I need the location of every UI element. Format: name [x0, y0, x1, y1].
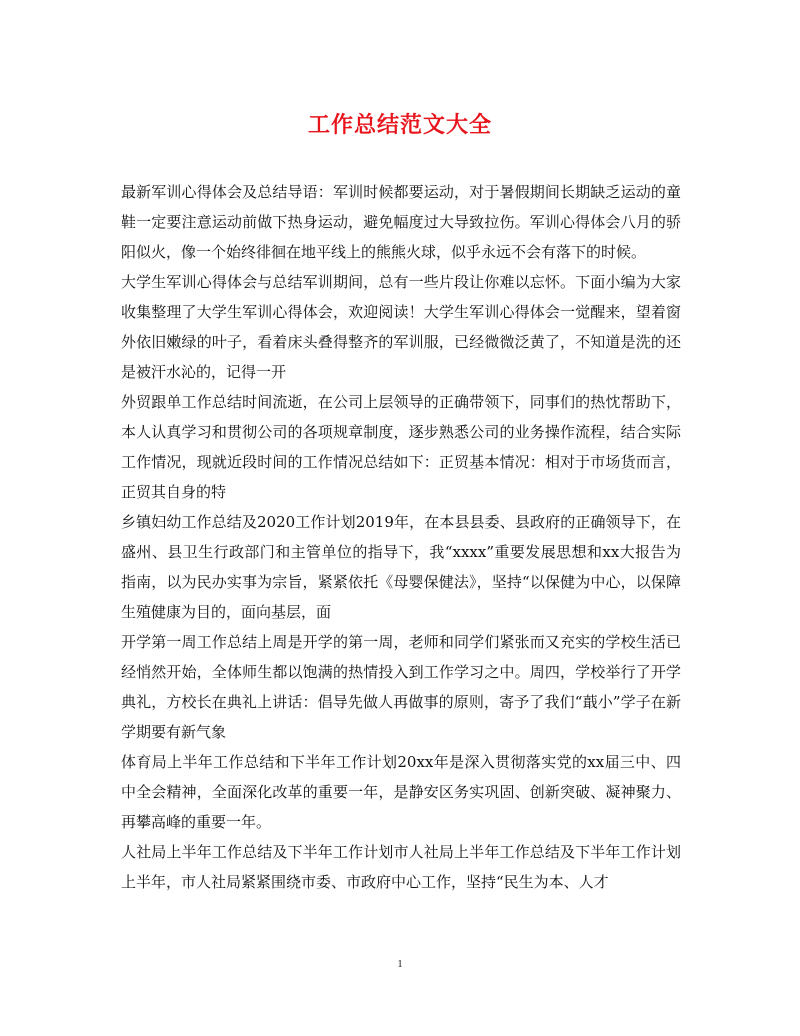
paragraph-military-training: 最新军训心得体会及总结导语：军训时候都要运动，对于暑假期间长期缺乏运动的童鞋一定要注意运动前做下热身运动，避免幅度过大导致拉伤。军训心得体会八月的骄阳似火，像一个始终徘徊在地平线上的熊熊火球，似乎永远不会有落下的时候。	[121, 183, 681, 261]
paragraph-first-school-week: 开学第一周工作总结上周是开学的第一周，老师和同学们紧张而又充实的学校生活已经悄然开始，全体师生都以饱满的热情投入到工作学习之中。周四，学校举行了开学典礼，方校长在典礼上讲话：倡导先做人再做事的原则，寄予了我们“蕺小”学子在新学期要有新气象	[121, 633, 681, 741]
paragraph-foreign-trade: 外贸跟单工作总结时间流逝，在公司上层领导的正确带领下，同事们的热忱帮助下，本人认真学习和贯彻公司的各项规章制度，逐步熟悉公司的业务操作流程，结合实际工作情况，现就近段时间的工作情况总结如下：正贸基本情况：相对于市场货而言，正贸其自身的特	[121, 393, 681, 501]
paragraph-sports-bureau: 体育局上半年工作总结和下半年工作计划20xx年是深入贯彻落实党的xx届三中、四中全会精神，全面深化改革的重要一年，是静安区务实巩固、创新突破、凝神聚力、再攀高峰的重要一年。	[121, 753, 681, 831]
page-title: 工作总结范文大全	[307, 112, 492, 138]
paragraph-maternal-child-health: 乡镇妇幼工作总结及2020工作计划2019年，在本县县委、县政府的正确领导下，在盛州、县卫生行政部门和主管单位的指导下，我“xxxx”重要发展思想和xx大报告为指南，以为民办实事为宗旨，紧紧依托《母婴保健法》，坚持“以保健为中心，以保障生殖健康为目的，面向基层，面	[121, 513, 681, 621]
paragraph-college-military-training: 大学生军训心得体会与总结军训期间，总有一些片段让你难以忘怀。下面小编为大家收集整理了大学生军训心得体会，欢迎阅读！大学生军训心得体会一觉醒来，望着窗外依旧嫩绿的叶子，看着床头叠得整齐的军训服，已经微微泛黄了，不知道是洗的还是被汗水沁的，记得一开	[121, 273, 681, 381]
page-number: 1	[397, 958, 403, 970]
document-body	[121, 177, 681, 897]
paragraph-hr-bureau: 人社局上半年工作总结及下半年工作计划市人社局上半年工作总结及下半年工作计划上半年，市人社局紧紧围绕市委、市政府中心工作，坚持“民生为本、人才	[121, 843, 681, 891]
